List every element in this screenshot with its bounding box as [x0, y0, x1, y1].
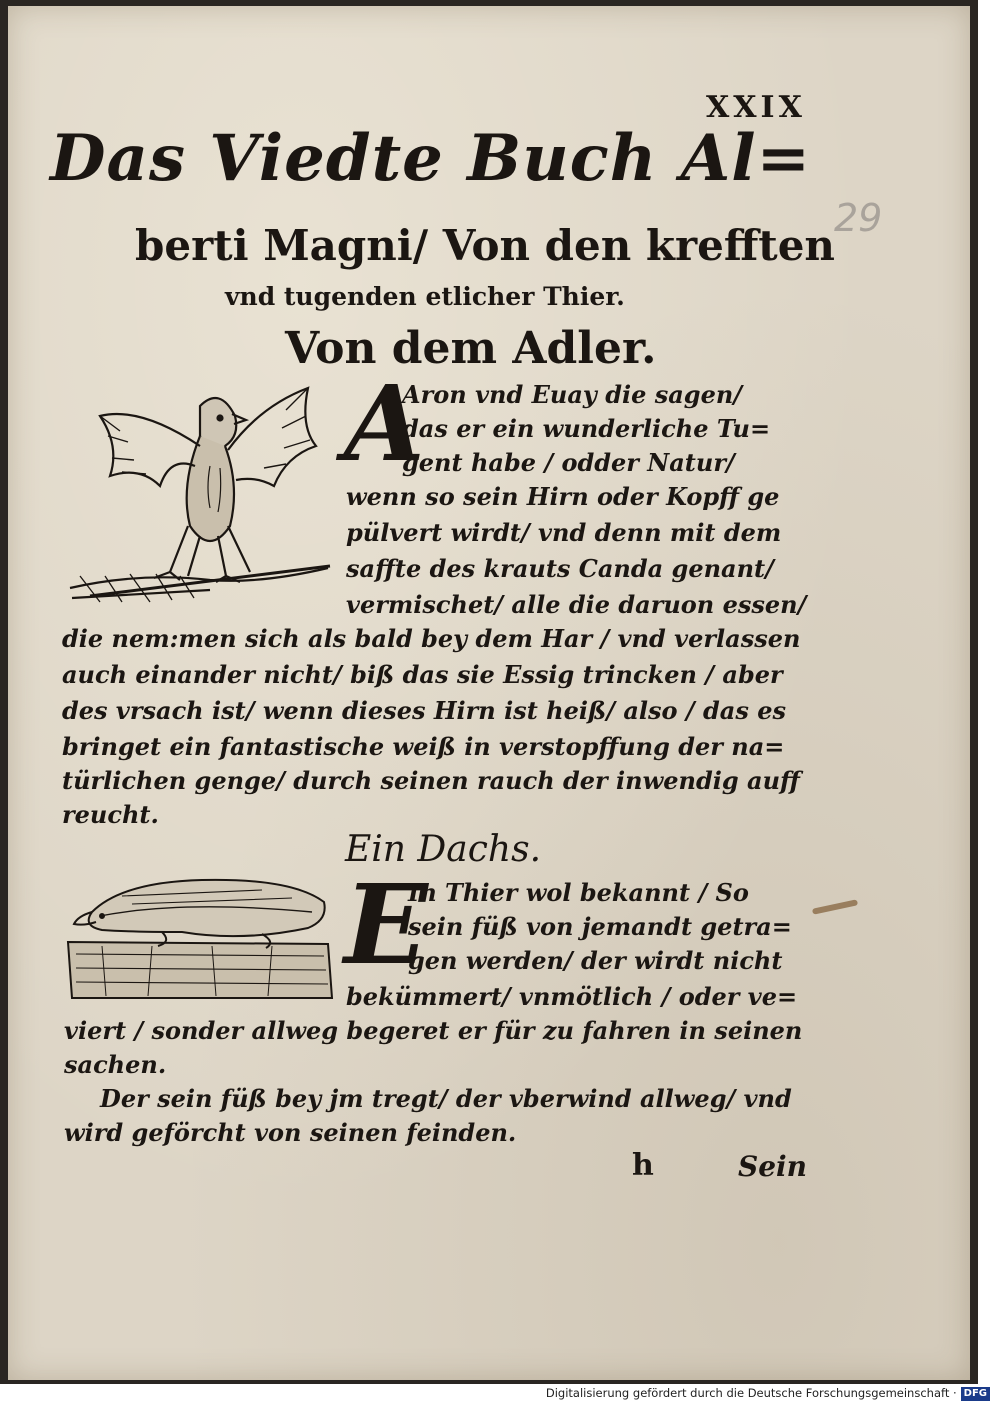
title-line-3: vnd tugenden etlicher Thier.	[225, 282, 625, 311]
title-line-1: Das Viedte Buch Al=	[50, 121, 812, 196]
badger-text-line: viert / sonder allweg begeret er für zu fahren in seinen	[64, 1016, 803, 1045]
badger-text-line: sein füß von jemandt getra=	[408, 912, 792, 941]
pencil-page-number: 29	[834, 196, 883, 240]
badger-text-line: wird geförcht von seinen feinden.	[64, 1118, 517, 1147]
badger-dropcap: E	[344, 860, 428, 989]
digitization-footer	[520, 1386, 990, 1404]
dfg-logo: DFG	[961, 1387, 990, 1401]
eagle-woodcut-illustration	[60, 376, 340, 606]
badger-text-line: gen werden/ der wirdt nicht	[408, 946, 783, 975]
eagle-text-line: reucht.	[62, 800, 159, 829]
eagle-text-line: die nem:men sich als bald bey dem Har / vnd verlassen	[62, 624, 801, 653]
signature-mark: h	[632, 1148, 654, 1183]
eagle-dropcap: A	[344, 362, 425, 485]
eagle-text-line: türlichen genge/ durch seinen rauch der inwendig auff	[62, 766, 800, 795]
eagle-text-line: das er ein wunderliche Tu=	[402, 414, 771, 443]
folio-number: XXIX	[706, 90, 806, 125]
eagle-text-line: gent habe / odder Natur/	[402, 448, 735, 477]
badger-text-line: bekümmert/ vnmötlich / oder ve=	[346, 982, 798, 1011]
eagle-text-line: auch einander nicht/ biß das sie Essig trincken / aber	[62, 660, 783, 689]
eagle-text-line: wenn so sein Hirn oder Kopff ge	[346, 482, 780, 511]
eagle-text-line: des vrsach ist/ wenn dieses Hirn ist heiß/ also / das es	[62, 696, 786, 725]
eagle-text-line: pülvert wirdt/ vnd denn mit dem	[346, 518, 782, 547]
badger-text-line: sachen.	[64, 1050, 167, 1079]
catchword: Sein	[738, 1150, 808, 1183]
eagle-text-line: bringet ein fantastische weiß in verstopffung der na=	[62, 732, 785, 761]
eagle-text-line: vermischet/ alle die daruon essen/	[346, 590, 807, 619]
badger-text-line: In Thier wol bekannt / So	[408, 878, 749, 907]
badger-woodcut-illustration	[62, 872, 338, 1004]
badger-heading: Ein Dachs.	[345, 829, 542, 870]
book-page	[8, 6, 970, 1380]
eagle-text-line: Aron vnd Euay die sagen/	[402, 380, 743, 409]
eagle-heading: Von dem Adler.	[285, 323, 657, 374]
title-line-2: berti Magni/ Von den krefften	[135, 221, 835, 270]
footer-text: Digitalisierung gefördert durch die Deutsche Forschungsgemeinschaft ·	[545, 1386, 957, 1400]
badger-text-line: Der sein füß bey jm tregt/ der vberwind allweg/ vnd	[100, 1084, 792, 1113]
eagle-text-line: saffte des krauts Canda genant/	[346, 554, 774, 583]
